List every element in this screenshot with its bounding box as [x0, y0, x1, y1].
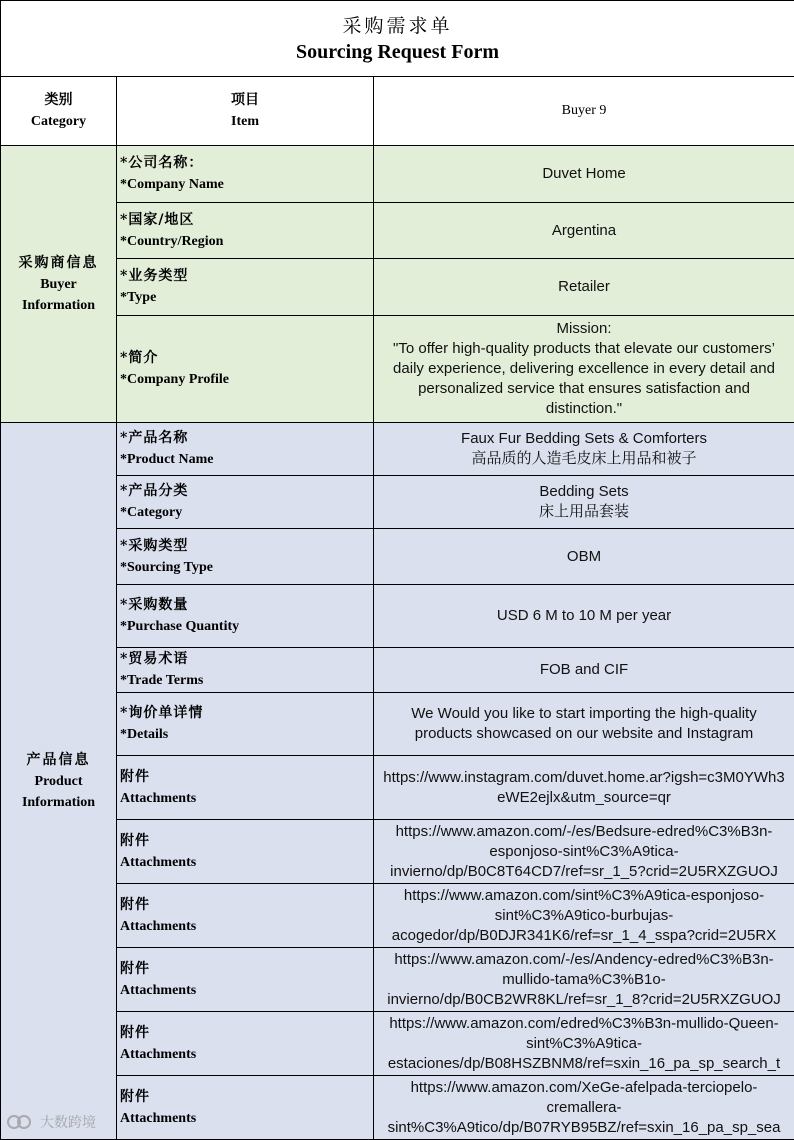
product-category-zh: 产品信息 — [1, 750, 116, 771]
attachment-row — [1, 756, 794, 820]
item-label-en: *Purchase Quantity — [120, 616, 373, 638]
item-label-en: *Category — [120, 502, 373, 524]
item-label-zh: *产品名称 — [120, 427, 373, 449]
item-label — [117, 693, 374, 756]
details-value — [374, 693, 794, 756]
item-label-zh: *贸易术语 — [120, 648, 373, 670]
item-label — [117, 423, 374, 476]
product-row-quantity — [1, 585, 794, 648]
title-zh: 采购需求单 — [1, 13, 794, 39]
value-line: We Would you like to start importing the high-quality — [376, 704, 792, 724]
company-profile-value — [374, 316, 794, 423]
attachment-link[interactable] — [374, 948, 794, 1012]
item-label-zh: 附件 — [120, 1022, 373, 1044]
item-label-zh: *询价单详情 — [120, 702, 373, 724]
value-line: mullido-tama%C3%B1o- — [376, 970, 792, 990]
product-category-en-2: Information — [1, 792, 116, 813]
item-label — [117, 529, 374, 585]
profile-line: "To offer high-quality products that elevate our customers’ — [376, 339, 792, 359]
item-label — [117, 259, 374, 316]
purchase-quantity-value — [374, 585, 794, 648]
product-category — [1, 423, 117, 1140]
item-label — [117, 476, 374, 529]
attachment-row — [1, 820, 794, 884]
watermark — [6, 1112, 96, 1132]
attachment-row — [1, 1076, 794, 1140]
item-label — [117, 1012, 374, 1076]
sourcing-type-value — [374, 529, 794, 585]
value-line: 高品质的人造毛皮床上用品和被子 — [376, 449, 792, 469]
item-label-zh: *采购数量 — [120, 594, 373, 616]
item-label-zh: 附件 — [120, 766, 373, 788]
form-title — [1, 1, 794, 77]
product-category-value — [374, 476, 794, 529]
item-label — [117, 585, 374, 648]
profile-line: daily experience, delivering excellence in every detail and — [376, 359, 792, 379]
header-item-zh: 项目 — [117, 89, 373, 111]
header-category-en: Category — [1, 111, 116, 133]
item-label-en: Attachments — [120, 852, 373, 874]
header-buyer: Buyer 9 — [374, 77, 794, 146]
item-label-zh: 附件 — [120, 958, 373, 980]
header-item-en: Item — [117, 111, 373, 133]
title-en: Sourcing Request Form — [1, 39, 794, 65]
product-row-trade-terms — [1, 648, 794, 693]
value-line: eWE2ejlx&utm_source=qr — [376, 788, 792, 808]
value-line: products showcased on our website and Instagram — [376, 724, 792, 744]
header-row — [1, 77, 794, 146]
item-label-zh: *公司名称： — [120, 152, 373, 174]
buyer-category — [1, 146, 117, 423]
value-line: sint%C3%A9tico-burbujas- — [376, 906, 792, 926]
value-line: Bedding Sets — [376, 482, 792, 502]
item-label-en: Attachments — [120, 980, 373, 1002]
buyer-row-type — [1, 259, 794, 316]
profile-line: personalized service that ensures satisfaction and — [376, 379, 792, 399]
item-label-zh: *简介 — [120, 347, 373, 369]
header-category — [1, 77, 117, 146]
title-row — [1, 1, 794, 77]
value-line: invierno/dp/B0C8T64CD7/ref=sr_1_5?crid=2U5RXZGUOJ — [376, 862, 792, 882]
item-label — [117, 820, 374, 884]
value-line: acogedor/dp/B0DJR341K6/ref=sr_1_4_sspa?crid=2U5RX — [376, 926, 792, 946]
buyer-category-zh: 采购商信息 — [1, 253, 116, 274]
value-line: sint%C3%A9tico/dp/B07RYB95BZ/ref=sxin_16_pa_sp_sea — [376, 1118, 792, 1138]
item-label-en: Attachments — [120, 1044, 373, 1066]
profile-line: Mission: — [376, 319, 792, 339]
attachment-row — [1, 948, 794, 1012]
buyer-category-en-2: Information — [1, 295, 116, 316]
buyer-row-company — [1, 146, 794, 203]
value-line: FOB and CIF — [376, 660, 792, 680]
item-label-en: Attachments — [120, 916, 373, 938]
attachment-link[interactable] — [374, 1012, 794, 1076]
item-label-en: Attachments — [120, 1108, 373, 1130]
buyer-category-en-1: Buyer — [1, 274, 116, 295]
item-label-en: *Type — [120, 287, 373, 309]
attachment-row — [1, 884, 794, 948]
item-label — [117, 756, 374, 820]
item-label-zh: 附件 — [120, 1086, 373, 1108]
value-line: https://www.amazon.com/-/es/Bedsure-edred%C3%B3n- — [376, 822, 792, 842]
product-name-value — [374, 423, 794, 476]
item-label-zh: *采购类型 — [120, 535, 373, 557]
value-line: https://www.amazon.com/edred%C3%B3n-mullido-Queen- — [376, 1014, 792, 1034]
company-name-value: Duvet Home — [374, 146, 794, 203]
item-label-zh: *国家/地区 — [120, 209, 373, 231]
item-label-zh: 附件 — [120, 894, 373, 916]
header-item — [117, 77, 374, 146]
value-line: sint%C3%A9tica- — [376, 1034, 792, 1054]
item-label — [117, 316, 374, 423]
profile-line: distinction." — [376, 399, 792, 419]
product-row-details — [1, 693, 794, 756]
product-row-category — [1, 476, 794, 529]
value-line: invierno/dp/B0CB2WR8KL/ref=sr_1_8?crid=2U5RXZGUOJ — [376, 990, 792, 1010]
trade-terms-value — [374, 648, 794, 693]
product-row-name — [1, 423, 794, 476]
header-category-zh: 类别 — [1, 89, 116, 111]
item-label-zh: *产品分类 — [120, 480, 373, 502]
attachment-link[interactable] — [374, 820, 794, 884]
item-label — [117, 648, 374, 693]
item-label-en: *Sourcing Type — [120, 557, 373, 579]
value-line: esponjoso-sint%C3%A9tica- — [376, 842, 792, 862]
value-line: estaciones/dp/B08HSZBNM8/ref=sxin_16_pa_sp_search_t — [376, 1054, 792, 1074]
value-line: 床上用品套装 — [376, 502, 792, 522]
product-category-en-1: Product — [1, 771, 116, 792]
item-label-en: *Details — [120, 724, 373, 746]
brand-logo-icon — [6, 1113, 36, 1131]
value-line: OBM — [376, 547, 792, 567]
item-label-en: *Country/Region — [120, 231, 373, 253]
product-row-sourcing-type — [1, 529, 794, 585]
item-label — [117, 146, 374, 203]
attachment-link[interactable] — [374, 884, 794, 948]
item-label-en: Attachments — [120, 788, 373, 810]
item-label-en: *Company Profile — [120, 369, 373, 391]
item-label-zh: 附件 — [120, 830, 373, 852]
item-label — [117, 203, 374, 259]
buyer-row-profile — [1, 316, 794, 423]
value-line: https://www.amazon.com/XeGe-afelpada-terciopelo- — [376, 1078, 792, 1098]
attachment-row — [1, 1012, 794, 1076]
buyer-row-country — [1, 203, 794, 259]
value-line: https://www.instagram.com/duvet.home.ar?igsh=c3M0YWh3 — [376, 768, 792, 788]
item-label-en: *Product Name — [120, 449, 373, 471]
watermark-text: 大数跨境 — [40, 1112, 96, 1132]
item-label — [117, 948, 374, 1012]
value-line: https://www.amazon.com/sint%C3%A9tica-esponjoso- — [376, 886, 792, 906]
value-line: https://www.amazon.com/-/es/Andency-edred%C3%B3n- — [376, 950, 792, 970]
item-label-zh: *业务类型 — [120, 265, 373, 287]
attachment-link[interactable] — [374, 1076, 794, 1140]
item-label-en: *Company Name — [120, 174, 373, 196]
item-label — [117, 1076, 374, 1140]
item-label — [117, 884, 374, 948]
item-label-en: *Trade Terms — [120, 670, 373, 692]
type-value: Retailer — [374, 259, 794, 316]
attachment-link[interactable] — [374, 756, 794, 820]
country-value: Argentina — [374, 203, 794, 259]
value-line: cremallera- — [376, 1098, 792, 1118]
value-line: Faux Fur Bedding Sets & Comforters — [376, 429, 792, 449]
value-line: USD 6 M to 10 M per year — [376, 606, 792, 626]
